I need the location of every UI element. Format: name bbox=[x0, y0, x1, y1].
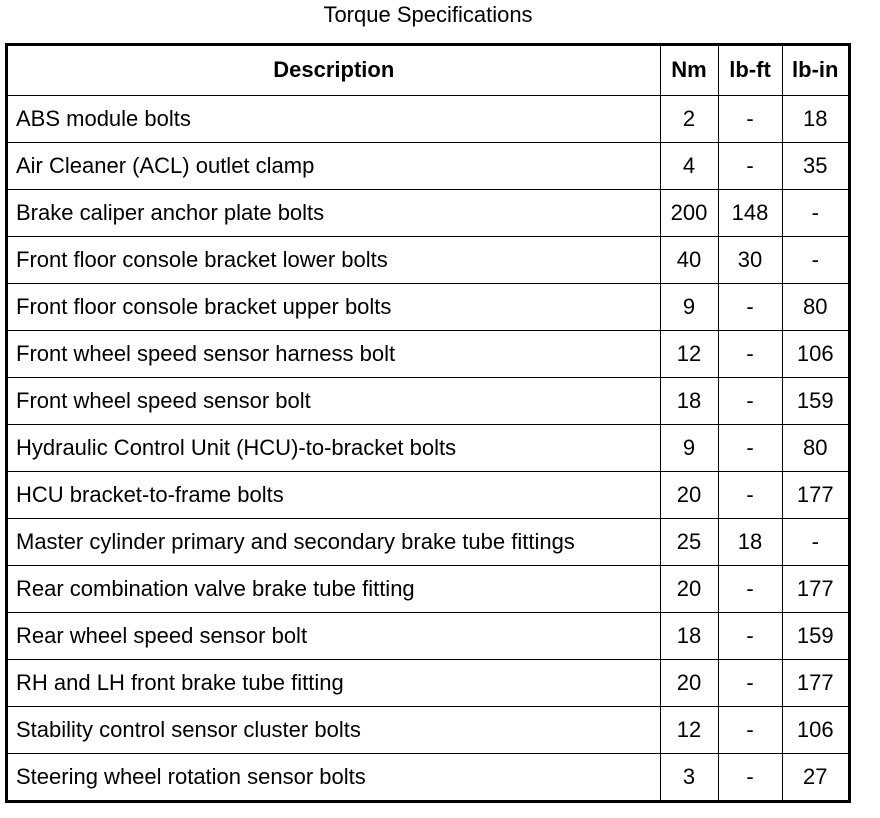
cell-lb-ft: 18 bbox=[718, 518, 782, 565]
table-row bbox=[8, 377, 848, 424]
cell-nm: 9 bbox=[660, 283, 718, 330]
cell-lb-in: 177 bbox=[782, 565, 848, 612]
cell-description: Front floor console bracket upper bolts bbox=[8, 283, 660, 330]
cell-lb-ft: - bbox=[718, 612, 782, 659]
cell-lb-ft: - bbox=[718, 330, 782, 377]
cell-lb-ft: - bbox=[718, 706, 782, 753]
cell-nm: 3 bbox=[660, 753, 718, 800]
torque-table-frame bbox=[5, 43, 851, 803]
cell-description: Brake caliper anchor plate bolts bbox=[8, 189, 660, 236]
cell-description: HCU bracket-to-frame bolts bbox=[8, 471, 660, 518]
cell-description: ABS module bolts bbox=[8, 95, 660, 142]
cell-description: Air Cleaner (ACL) outlet clamp bbox=[8, 142, 660, 189]
header-nm: Nm bbox=[660, 46, 718, 95]
cell-nm: 20 bbox=[660, 659, 718, 706]
table-row bbox=[8, 471, 848, 518]
cell-description: Hydraulic Control Unit (HCU)-to-bracket bolts bbox=[8, 424, 660, 471]
table-row bbox=[8, 565, 848, 612]
cell-nm: 2 bbox=[660, 95, 718, 142]
header-lb-ft: lb-ft bbox=[718, 46, 782, 95]
page-title: Torque Specifications bbox=[323, 2, 533, 27]
cell-lb-ft: - bbox=[718, 95, 782, 142]
cell-description: Master cylinder primary and secondary brake tube fittings bbox=[8, 518, 660, 565]
table-row bbox=[8, 659, 848, 706]
cell-lb-in: 106 bbox=[782, 330, 848, 377]
cell-nm: 9 bbox=[660, 424, 718, 471]
table-row bbox=[8, 424, 848, 471]
header-row bbox=[8, 46, 848, 95]
cell-lb-ft: 30 bbox=[718, 236, 782, 283]
table-row bbox=[8, 236, 848, 283]
table-row bbox=[8, 518, 848, 565]
header-lb-in: lb-in bbox=[782, 46, 848, 95]
table-row bbox=[8, 95, 848, 142]
cell-description: Front wheel speed sensor harness bolt bbox=[8, 330, 660, 377]
cell-lb-in: - bbox=[782, 189, 848, 236]
torque-table bbox=[8, 46, 848, 800]
cell-nm: 20 bbox=[660, 471, 718, 518]
cell-lb-in: 80 bbox=[782, 283, 848, 330]
cell-lb-in: 35 bbox=[782, 142, 848, 189]
cell-lb-in: 177 bbox=[782, 471, 848, 518]
table-row bbox=[8, 283, 848, 330]
cell-lb-ft: - bbox=[718, 565, 782, 612]
cell-lb-ft: - bbox=[718, 471, 782, 518]
cell-lb-in: 18 bbox=[782, 95, 848, 142]
cell-nm: 200 bbox=[660, 189, 718, 236]
table-row bbox=[8, 753, 848, 800]
table-row bbox=[8, 612, 848, 659]
cell-lb-in: 80 bbox=[782, 424, 848, 471]
cell-description: RH and LH front brake tube fitting bbox=[8, 659, 660, 706]
header-description: Description bbox=[8, 46, 660, 95]
cell-lb-ft: - bbox=[718, 142, 782, 189]
cell-lb-ft: - bbox=[718, 659, 782, 706]
cell-nm: 18 bbox=[660, 612, 718, 659]
cell-nm: 12 bbox=[660, 330, 718, 377]
cell-description: Rear combination valve brake tube fitting bbox=[8, 565, 660, 612]
cell-lb-ft: - bbox=[718, 283, 782, 330]
cell-description: Stability control sensor cluster bolts bbox=[8, 706, 660, 753]
cell-nm: 40 bbox=[660, 236, 718, 283]
cell-nm: 25 bbox=[660, 518, 718, 565]
cell-nm: 20 bbox=[660, 565, 718, 612]
cell-lb-in: - bbox=[782, 518, 848, 565]
cell-description: Steering wheel rotation sensor bolts bbox=[8, 753, 660, 800]
cell-lb-ft: 148 bbox=[718, 189, 782, 236]
cell-lb-in: 159 bbox=[782, 612, 848, 659]
cell-lb-ft: - bbox=[718, 424, 782, 471]
cell-lb-in: 159 bbox=[782, 377, 848, 424]
table-row bbox=[8, 330, 848, 377]
table-row bbox=[8, 706, 848, 753]
cell-lb-in: - bbox=[782, 236, 848, 283]
cell-lb-ft: - bbox=[718, 753, 782, 800]
cell-description: Front floor console bracket lower bolts bbox=[8, 236, 660, 283]
cell-description: Front wheel speed sensor bolt bbox=[8, 377, 660, 424]
cell-nm: 12 bbox=[660, 706, 718, 753]
cell-lb-in: 177 bbox=[782, 659, 848, 706]
cell-nm: 18 bbox=[660, 377, 718, 424]
cell-description: Rear wheel speed sensor bolt bbox=[8, 612, 660, 659]
cell-nm: 4 bbox=[660, 142, 718, 189]
cell-lb-in: 106 bbox=[782, 706, 848, 753]
table-row bbox=[8, 189, 848, 236]
table-row bbox=[8, 142, 848, 189]
cell-lb-ft: - bbox=[718, 377, 782, 424]
cell-lb-in: 27 bbox=[782, 753, 848, 800]
